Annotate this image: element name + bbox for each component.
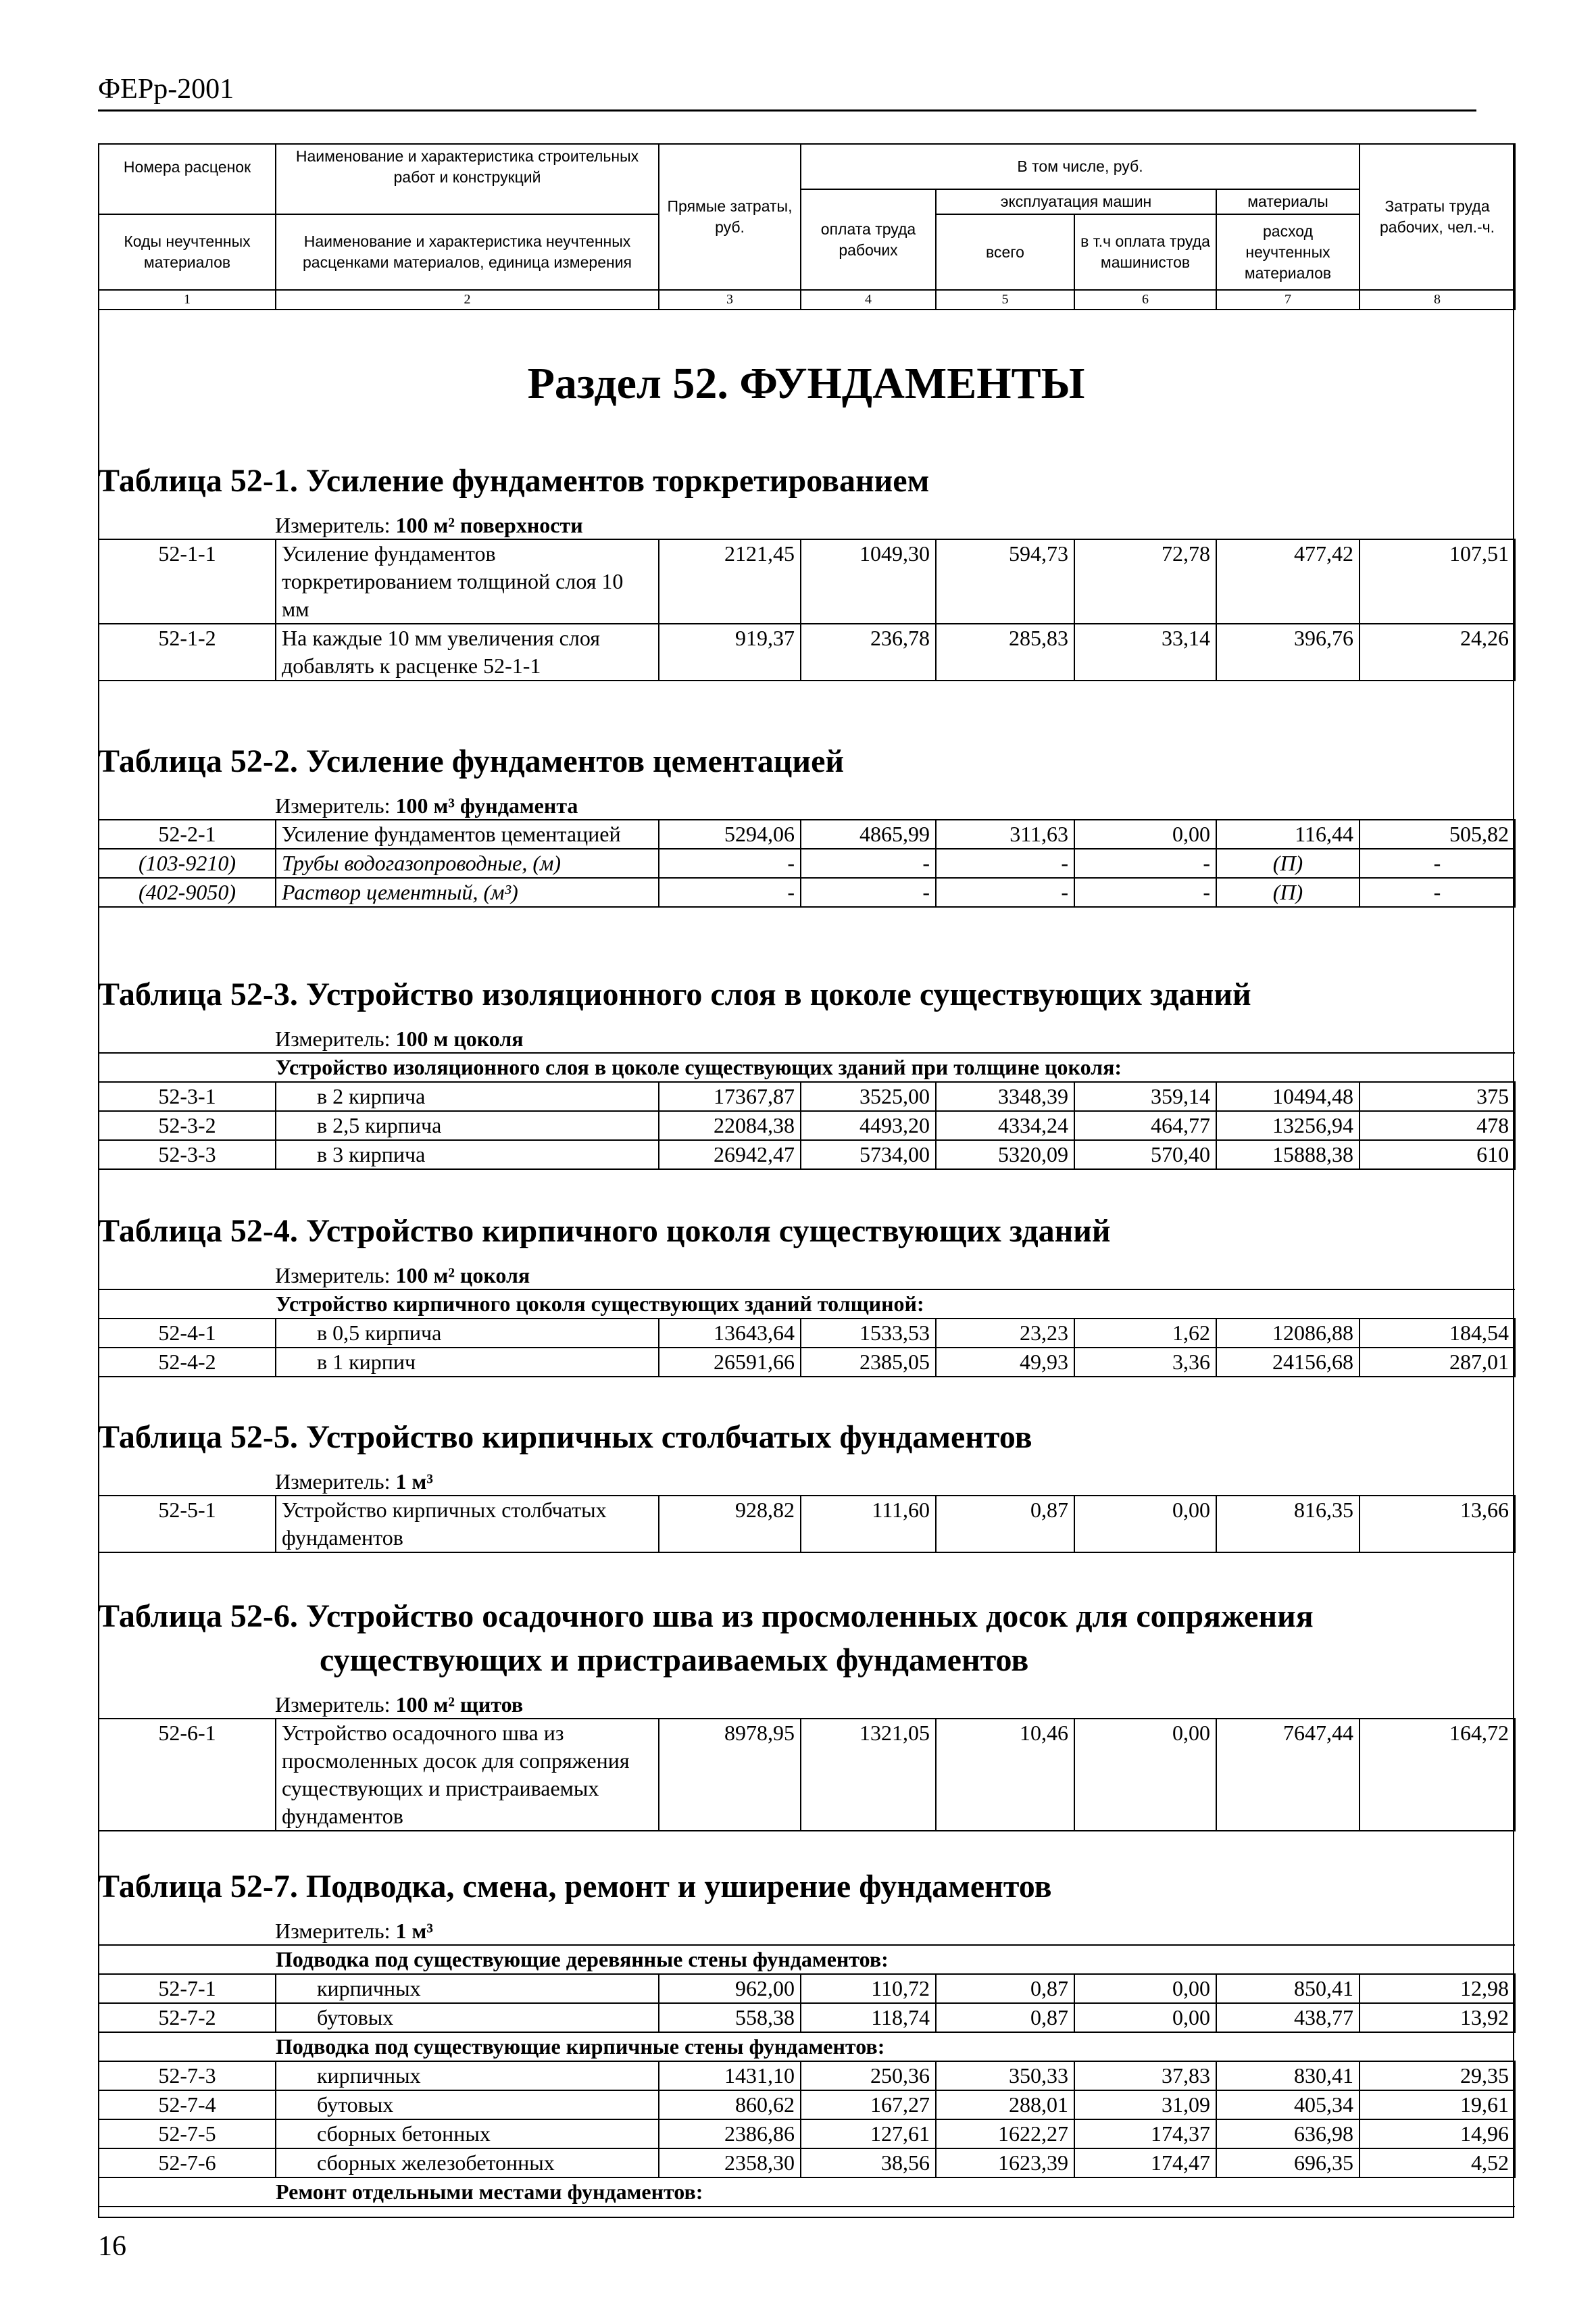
row-direct-costs: 2121,45 (659, 539, 801, 624)
row-name: в 2 кирпича (276, 1082, 659, 1111)
row-materials: 636,98 (1216, 2119, 1360, 2148)
rate-rows (98, 1052, 1516, 1170)
row-name: кирпичных (276, 2061, 659, 2090)
row-labor-pay: 2385,05 (801, 1348, 936, 1377)
row-machines-total: 0,87 (936, 1974, 1074, 2003)
row-direct-costs: 26942,47 (659, 1140, 801, 1169)
header-name: Наименование и характеристика строительных работ и конструкций (276, 144, 659, 189)
unit-value: 1 м³ (395, 1918, 433, 1943)
row-code: 52-3-2 (99, 1111, 276, 1140)
table-row (99, 2061, 1515, 2090)
row-materials: 10494,48 (1216, 1082, 1360, 1111)
subheading-row (99, 1053, 1515, 1082)
row-materials: 816,35 (1216, 1496, 1360, 1552)
unit-value: 1 м³ (395, 1469, 433, 1494)
row-code: 52-7-2 (99, 2003, 276, 2032)
table-subheading: Подводка под существующие кирпичные стены фундаментов: (99, 2032, 1515, 2061)
row-machines-total: 594,73 (936, 539, 1074, 624)
row-labor-hours: 184,54 (1360, 1319, 1515, 1348)
row-machines-total: 350,33 (936, 2061, 1074, 2090)
row-direct-costs: 2386,86 (659, 2119, 801, 2148)
table-title (98, 1416, 1514, 1460)
row-machines-total: 0,87 (936, 2003, 1074, 2032)
row-materials: 830,41 (1216, 2061, 1360, 2090)
row-machines-total: 3348,39 (936, 1082, 1074, 1111)
header-machines-total: всего (936, 214, 1074, 290)
row-machines-total: 5320,09 (936, 1140, 1074, 1169)
table-row (99, 624, 1515, 681)
row-name: кирпичных (276, 1974, 659, 2003)
row-name: в 1 кирпич (276, 1348, 659, 1377)
row-code: 52-3-3 (99, 1140, 276, 1169)
row-code: (402-9050) (99, 878, 276, 907)
unit-label: Измеритель: (275, 512, 391, 537)
rate-rows (98, 539, 1516, 681)
table-row (99, 2090, 1515, 2119)
row-labor-hours: 19,61 (1360, 2090, 1515, 2119)
col-number: 8 (1360, 290, 1515, 310)
page-number: 16 (98, 2231, 126, 2262)
row-operator-pay: 464,77 (1074, 1111, 1216, 1140)
row-machines-total: 49,93 (936, 1348, 1074, 1377)
row-labor-hours: 13,92 (1360, 2003, 1515, 2032)
row-machines-total: 1622,27 (936, 2119, 1074, 2148)
table-row (99, 1082, 1515, 1111)
row-direct-costs: - (659, 878, 801, 907)
table-row (99, 1111, 1515, 1140)
row-labor-hours: 14,96 (1360, 2119, 1515, 2148)
rate-rows (98, 819, 1516, 908)
row-direct-costs: 919,37 (659, 624, 801, 681)
row-code: 52-7-6 (99, 2148, 276, 2177)
row-materials: 438,77 (1216, 2003, 1360, 2032)
unit-label: Измеритель: (275, 1692, 391, 1717)
rate-table (98, 1595, 1514, 1831)
row-direct-costs: 17367,87 (659, 1082, 801, 1111)
col-number: 1 (99, 290, 276, 310)
unit-value: 100 м² поверхности (395, 512, 583, 537)
row-labor-pay: 4493,20 (801, 1111, 936, 1140)
header-group: В том числе, руб. (801, 144, 1360, 189)
table-row (99, 878, 1515, 907)
row-labor-hours: 107,51 (1360, 539, 1515, 624)
rate-rows (98, 1718, 1516, 1831)
table-title-text: Таблица 52-7. Подводка, смена, ремонт и уширение фундаментов (98, 1869, 1052, 1904)
table-subheading: Ремонт отдельными местами фундаментов: (99, 2177, 1515, 2207)
row-direct-costs: 26591,66 (659, 1348, 801, 1377)
row-materials: 116,44 (1216, 820, 1360, 849)
header-material-names: Наименование и характеристика неучтенных расценками материалов, единица измерения (276, 214, 659, 290)
row-direct-costs: 558,38 (659, 2003, 801, 2032)
table-row (99, 1319, 1515, 1348)
table-row (99, 1348, 1515, 1377)
row-name: Усиление фундаментов цементацией (276, 820, 659, 849)
header-labor-pay: оплата труда рабочих (801, 189, 936, 290)
row-direct-costs: 8978,95 (659, 1719, 801, 1831)
row-operator-pay: 31,09 (1074, 2090, 1216, 2119)
row-operator-pay: 0,00 (1074, 820, 1216, 849)
subheading-row (99, 2032, 1515, 2061)
row-materials: 477,42 (1216, 539, 1360, 624)
row-materials: 7647,44 (1216, 1719, 1360, 1831)
table-title (98, 1865, 1514, 1909)
row-code: 52-2-1 (99, 820, 276, 849)
row-name: в 3 кирпича (276, 1140, 659, 1169)
table-row (99, 1719, 1515, 1831)
row-code: 52-4-2 (99, 1348, 276, 1377)
row-operator-pay: 37,83 (1074, 2061, 1216, 2090)
row-direct-costs: 962,00 (659, 1974, 801, 2003)
row-code: 52-4-1 (99, 1319, 276, 1348)
row-operator-pay: 0,00 (1074, 1719, 1216, 1831)
row-labor-pay: - (801, 849, 936, 878)
row-name: Трубы водогазопроводные, (м) (276, 849, 659, 878)
rate-table (98, 973, 1514, 1170)
table-title (98, 1210, 1514, 1254)
row-labor-hours: 478 (1360, 1111, 1515, 1140)
row-materials: 405,34 (1216, 2090, 1360, 2119)
row-name: бутовых (276, 2090, 659, 2119)
unit-value: 100 м цоколя (395, 1026, 524, 1051)
row-code: 52-7-5 (99, 2119, 276, 2148)
row-operator-pay: 0,00 (1074, 1974, 1216, 2003)
row-labor-hours: - (1360, 878, 1515, 907)
row-code: 52-3-1 (99, 1082, 276, 1111)
row-code: 52-1-2 (99, 624, 276, 681)
row-labor-hours: 12,98 (1360, 1974, 1515, 2003)
row-code: 52-7-4 (99, 2090, 276, 2119)
row-name: сборных железобетонных (276, 2148, 659, 2177)
table-subheading: Подводка под существующие деревянные стены фундаментов: (99, 1945, 1515, 1974)
row-direct-costs: 928,82 (659, 1496, 801, 1552)
row-labor-hours: 505,82 (1360, 820, 1515, 849)
row-materials: 12086,88 (1216, 1319, 1360, 1348)
row-labor-hours: 24,26 (1360, 624, 1515, 681)
row-labor-hours: 4,52 (1360, 2148, 1515, 2177)
section-title: Раздел 52. ФУНДАМЕНТЫ (527, 359, 1085, 408)
table-unit (98, 1917, 1514, 1944)
row-materials: 15888,38 (1216, 1140, 1360, 1169)
row-name: Устройство кирпичных столбчатых фундаментов (276, 1496, 659, 1552)
subheading-row (99, 1945, 1515, 1974)
table-unit (98, 512, 1514, 539)
table-title-text: Таблица 52-6. Устройство осадочного шва из просмоленных досок для сопряжения (98, 1598, 1314, 1634)
rate-table (98, 740, 1514, 908)
table-row (99, 849, 1515, 878)
row-code: 52-1-1 (99, 539, 276, 624)
row-labor-pay: 236,78 (801, 624, 936, 681)
header-materials: материалы (1216, 189, 1360, 214)
col-number: 5 (936, 290, 1074, 310)
header-rule (98, 109, 1476, 112)
col-number: 3 (659, 290, 801, 310)
rate-rows (98, 1944, 1516, 2207)
table-row (99, 1974, 1515, 2003)
row-name: в 2,5 кирпича (276, 1111, 659, 1140)
rate-table (98, 1865, 1514, 2207)
table-unit (98, 792, 1514, 819)
header-labor-hours: Затраты труда рабочих, чел.-ч. (1360, 144, 1515, 290)
row-labor-pay: 167,27 (801, 2090, 936, 2119)
table-row (99, 1140, 1515, 1169)
row-materials: 696,35 (1216, 2148, 1360, 2177)
row-labor-pay: 127,61 (801, 2119, 936, 2148)
table-row (99, 2119, 1515, 2148)
row-materials: (П) (1216, 849, 1360, 878)
document-header: ФЕРр-2001 (98, 74, 234, 105)
table-row (99, 539, 1515, 624)
header-material-codes: Коды неучтенных материалов (99, 214, 276, 290)
row-machines-total: 1623,39 (936, 2148, 1074, 2177)
unit-label: Измеритель: (275, 1262, 391, 1287)
row-direct-costs: 22084,38 (659, 1111, 801, 1140)
row-labor-pay: - (801, 878, 936, 907)
unit-value: 100 м² цоколя (395, 1262, 530, 1287)
rate-rows (98, 1495, 1516, 1553)
row-materials: 396,76 (1216, 624, 1360, 681)
row-operator-pay: 570,40 (1074, 1140, 1216, 1169)
col-number: 7 (1216, 290, 1360, 310)
row-machines-total: 23,23 (936, 1319, 1074, 1348)
row-labor-hours: 13,66 (1360, 1496, 1515, 1552)
col-number: 4 (801, 290, 936, 310)
row-direct-costs: - (659, 849, 801, 878)
row-labor-pay: 3525,00 (801, 1082, 936, 1111)
row-name: бутовых (276, 2003, 659, 2032)
row-labor-hours: 287,01 (1360, 1348, 1515, 1377)
row-operator-pay: - (1074, 849, 1216, 878)
row-labor-pay: 250,36 (801, 2061, 936, 2090)
row-labor-hours: 610 (1360, 1140, 1515, 1169)
row-machines-total: - (936, 878, 1074, 907)
row-labor-pay: 5734,00 (801, 1140, 936, 1169)
table-title (98, 973, 1514, 1017)
row-direct-costs: 13643,64 (659, 1319, 801, 1348)
row-code: 52-7-3 (99, 2061, 276, 2090)
unit-value: 100 м³ фундамента (395, 793, 578, 818)
row-machines-total: 10,46 (936, 1719, 1074, 1831)
row-code: (103-9210) (99, 849, 276, 878)
row-machines-total: 0,87 (936, 1496, 1074, 1552)
unit-value: 100 м² щитов (395, 1692, 524, 1717)
header-codes: Номера расценок (99, 144, 276, 189)
col-number: 2 (276, 290, 659, 310)
row-name: На каждые 10 мм увеличения слоя добавлять к расценке 52-1-1 (276, 624, 659, 681)
row-machines-total: 285,83 (936, 624, 1074, 681)
row-labor-pay: 1321,05 (801, 1719, 936, 1831)
table-title (98, 740, 1514, 784)
rate-rows (98, 1289, 1516, 1377)
table-title (98, 1595, 1514, 1683)
row-labor-pay: 1533,53 (801, 1319, 936, 1348)
subheading-row (99, 1289, 1515, 1319)
row-machines-total: 288,01 (936, 2090, 1074, 2119)
row-name: сборных бетонных (276, 2119, 659, 2148)
header-uncounted-materials: расход неучтенных материалов (1216, 214, 1360, 290)
header-direct-costs: Прямые затраты, руб. (659, 144, 801, 290)
row-labor-hours: 29,35 (1360, 2061, 1515, 2090)
rate-table (98, 1210, 1514, 1377)
row-machines-total: 4334,24 (936, 1111, 1074, 1140)
unit-label: Измеритель: (275, 793, 391, 818)
row-operator-pay: 0,00 (1074, 2003, 1216, 2032)
unit-label: Измеритель: (275, 1918, 391, 1943)
row-materials: 13256,94 (1216, 1111, 1360, 1140)
row-name: Раствор цементный, (м³) (276, 878, 659, 907)
row-operator-pay: 174,47 (1074, 2148, 1216, 2177)
table-title-text: Таблица 52-5. Устройство кирпичных столбчатых фундаментов (98, 1419, 1032, 1455)
row-operator-pay: 0,00 (1074, 1496, 1216, 1552)
row-operator-pay: 1,62 (1074, 1319, 1216, 1348)
table-unit (98, 1691, 1514, 1718)
row-operator-pay: 3,36 (1074, 1348, 1216, 1377)
row-code: 52-7-1 (99, 1974, 276, 2003)
row-operator-pay: 72,78 (1074, 539, 1216, 624)
row-direct-costs: 2358,30 (659, 2148, 801, 2177)
table-title-continuation: существующих и пристраиваемых фундаментов (320, 1642, 1029, 1678)
unit-label: Измеритель: (275, 1026, 391, 1051)
row-machines-total: 311,63 (936, 820, 1074, 849)
row-name: Устройство осадочного шва из просмоленных досок для сопряжения существующих и пристраиваемых фундаментов (276, 1719, 659, 1831)
row-direct-costs: 1431,10 (659, 2061, 801, 2090)
row-name: Усиление фундаментов торкретированием толщиной слоя 10 мм (276, 539, 659, 624)
table-subheading: Устройство изоляционного слоя в цоколе существующих зданий при толщине цоколя: (99, 1053, 1515, 1082)
row-machines-total: - (936, 849, 1074, 878)
subheading-row (99, 2177, 1515, 2207)
rate-table (98, 1416, 1514, 1553)
row-code: 52-6-1 (99, 1719, 276, 1831)
row-direct-costs: 5294,06 (659, 820, 801, 849)
table-unit (98, 1025, 1514, 1052)
row-labor-pay: 38,56 (801, 2148, 936, 2177)
table-unit (98, 1262, 1514, 1289)
row-materials: (П) (1216, 878, 1360, 907)
column-header-table (98, 143, 1516, 310)
row-operator-pay: 174,37 (1074, 2119, 1216, 2148)
table-unit (98, 1468, 1514, 1495)
table-title-text: Таблица 52-1. Усиление фундаментов торкретированием (98, 463, 930, 499)
unit-label: Измеритель: (275, 1469, 391, 1494)
row-labor-pay: 4865,99 (801, 820, 936, 849)
row-direct-costs: 860,62 (659, 2090, 801, 2119)
table-row (99, 2003, 1515, 2032)
table-row (99, 1496, 1515, 1552)
table-title-text: Таблица 52-4. Устройство кирпичного цоколя существующих зданий (98, 1213, 1111, 1249)
row-materials: 850,41 (1216, 1974, 1360, 2003)
row-labor-hours: - (1360, 849, 1515, 878)
row-operator-pay: 33,14 (1074, 624, 1216, 681)
table-subheading: Устройство кирпичного цоколя существующих зданий толщиной: (99, 1289, 1515, 1319)
row-operator-pay: - (1074, 878, 1216, 907)
row-name: в 0,5 кирпича (276, 1319, 659, 1348)
row-labor-pay: 110,72 (801, 1974, 936, 2003)
row-labor-pay: 118,74 (801, 2003, 936, 2032)
row-labor-hours: 375 (1360, 1082, 1515, 1111)
rate-table (98, 460, 1514, 681)
row-operator-pay: 359,14 (1074, 1082, 1216, 1111)
row-code: 52-5-1 (99, 1496, 276, 1552)
row-materials: 24156,68 (1216, 1348, 1360, 1377)
header-machines: эксплуатация машин (936, 189, 1216, 214)
row-labor-pay: 1049,30 (801, 539, 936, 624)
table-title (98, 460, 1514, 503)
table-title-text: Таблица 52-3. Устройство изоляционного слоя в цоколе существующих зданий (98, 977, 1251, 1012)
table-title-text: Таблица 52-2. Усиление фундаментов цементацией (98, 743, 845, 779)
row-labor-hours: 164,72 (1360, 1719, 1515, 1831)
table-row (99, 820, 1515, 849)
table-row (99, 2148, 1515, 2177)
col-number: 6 (1074, 290, 1216, 310)
row-labor-pay: 111,60 (801, 1496, 936, 1552)
header-operator-pay: в т.ч оплата труда машинистов (1074, 214, 1216, 290)
